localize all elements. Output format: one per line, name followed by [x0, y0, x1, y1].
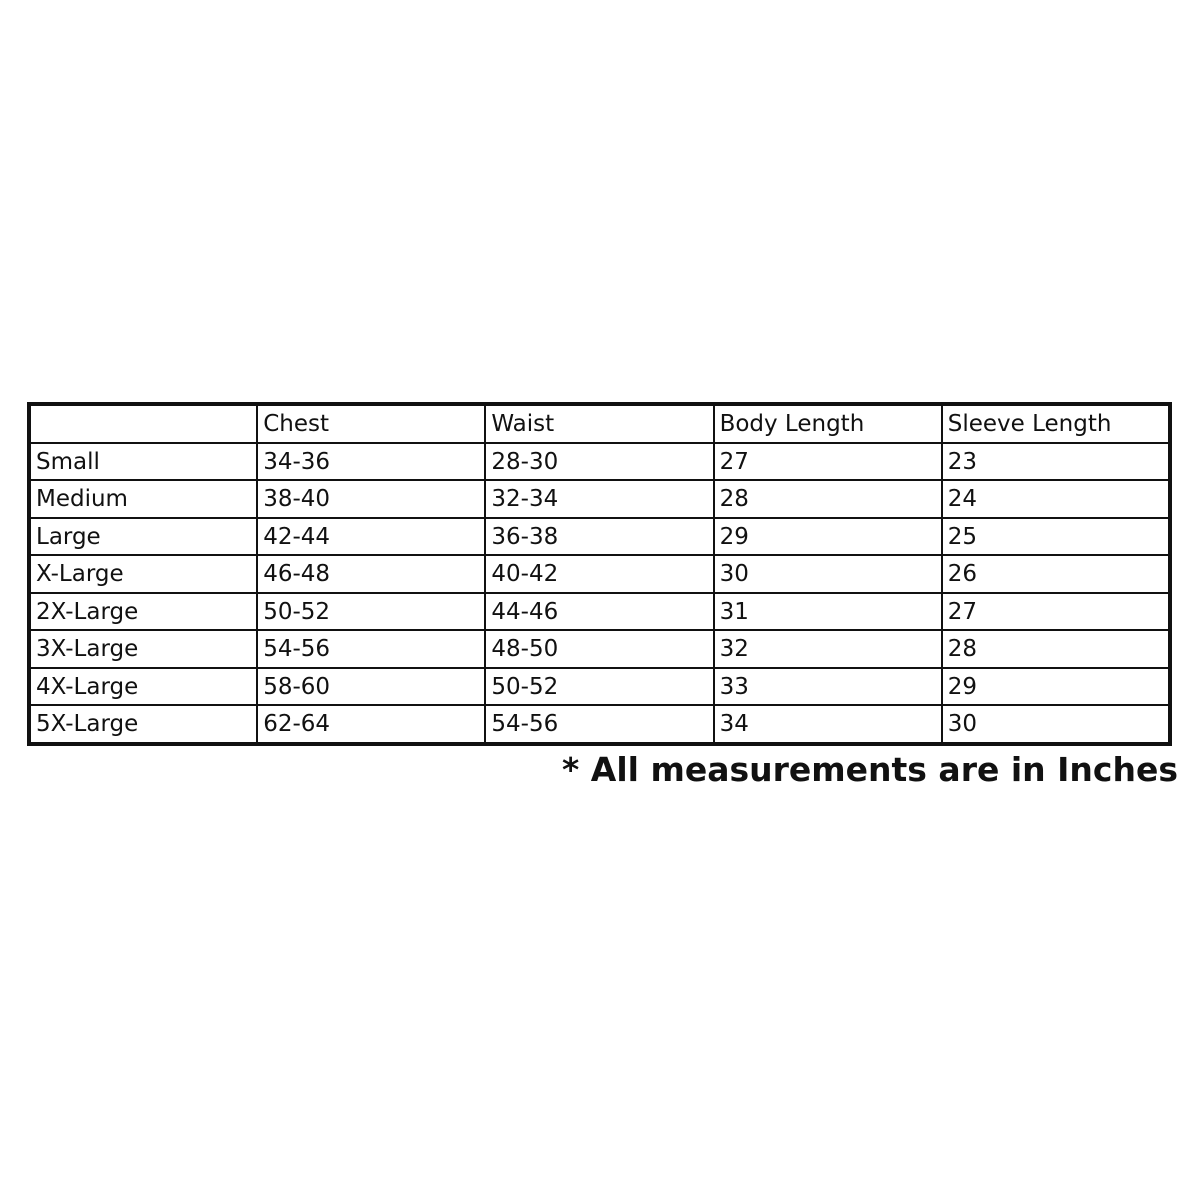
measurement-cell: 32-34: [485, 480, 713, 518]
measurement-cell: 38-40: [257, 480, 485, 518]
measurement-cell: 62-64: [257, 705, 485, 744]
table-row: [29, 443, 1170, 481]
size-chart-table: [27, 402, 1172, 746]
size-label-cell: Large: [29, 518, 257, 556]
measurement-cell: 27: [714, 443, 942, 481]
measurement-cell: 29: [942, 668, 1170, 706]
measurement-cell: 34-36: [257, 443, 485, 481]
measurement-cell: 34: [714, 705, 942, 744]
measurement-cell: 24: [942, 480, 1170, 518]
measurement-cell: 42-44: [257, 518, 485, 556]
measurement-cell: 44-46: [485, 593, 713, 631]
measurement-cell: 27: [942, 593, 1170, 631]
measurement-cell: 25: [942, 518, 1170, 556]
table-row: [29, 668, 1170, 706]
measurement-cell: 36-38: [485, 518, 713, 556]
size-label-cell: 3X-Large: [29, 630, 257, 668]
size-chart-body: [29, 404, 1170, 744]
header-cell: Chest: [257, 404, 485, 443]
measurement-cell: 48-50: [485, 630, 713, 668]
table-row: [29, 593, 1170, 631]
measurement-cell: 26: [942, 555, 1170, 593]
measurement-cell: 32: [714, 630, 942, 668]
header-cell: Body Length: [714, 404, 942, 443]
size-label-cell: 2X-Large: [29, 593, 257, 631]
size-label-cell: 5X-Large: [29, 705, 257, 744]
measurement-footnote: * All measurements are in Inches: [562, 750, 1178, 789]
measurement-cell: 50-52: [485, 668, 713, 706]
measurement-cell: 50-52: [257, 593, 485, 631]
table-row: [29, 518, 1170, 556]
header-row: [29, 404, 1170, 443]
measurement-cell: 46-48: [257, 555, 485, 593]
table-row: [29, 555, 1170, 593]
measurement-cell: 54-56: [485, 705, 713, 744]
measurement-cell: 28: [942, 630, 1170, 668]
measurement-cell: 40-42: [485, 555, 713, 593]
measurement-cell: 28: [714, 480, 942, 518]
table-row: [29, 480, 1170, 518]
size-label-cell: Small: [29, 443, 257, 481]
table-row: [29, 630, 1170, 668]
size-label-cell: Medium: [29, 480, 257, 518]
measurement-cell: 30: [714, 555, 942, 593]
measurement-cell: 58-60: [257, 668, 485, 706]
measurement-cell: 33: [714, 668, 942, 706]
measurement-cell: 31: [714, 593, 942, 631]
measurement-cell: 30: [942, 705, 1170, 744]
table-row: [29, 705, 1170, 744]
header-cell: Sleeve Length: [942, 404, 1170, 443]
size-label-cell: X-Large: [29, 555, 257, 593]
measurement-cell: 28-30: [485, 443, 713, 481]
measurement-cell: 54-56: [257, 630, 485, 668]
header-cell-empty: [29, 404, 257, 443]
size-label-cell: 4X-Large: [29, 668, 257, 706]
header-cell: Waist: [485, 404, 713, 443]
measurement-cell: 23: [942, 443, 1170, 481]
measurement-cell: 29: [714, 518, 942, 556]
